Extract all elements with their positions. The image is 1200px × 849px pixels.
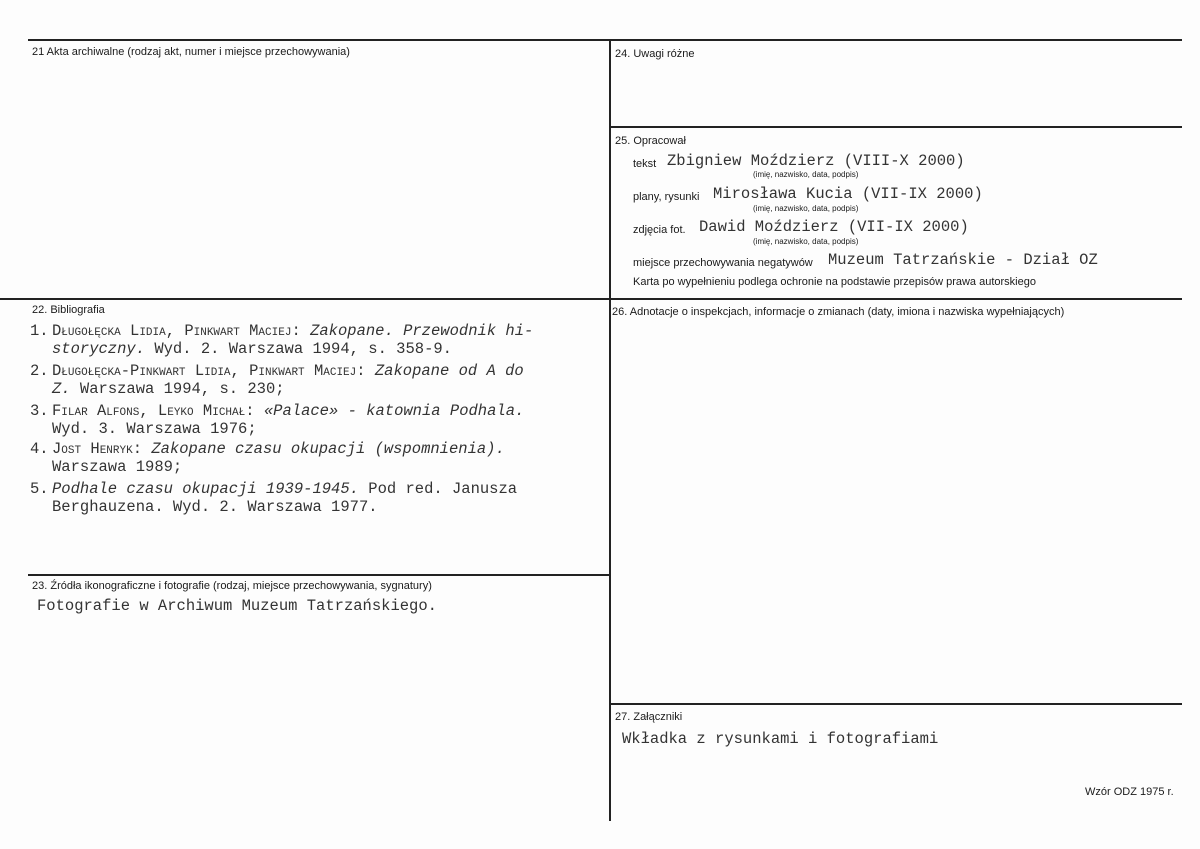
divider-24-25 (611, 126, 1182, 128)
bibliography-number: 2. (30, 362, 49, 380)
section-27-label: 27. Załączniki (615, 711, 683, 723)
author-text-value: Zbigniew Moździerz (VIII-X 2000) (667, 152, 965, 170)
bibliography-number: 3. (30, 402, 49, 420)
form-code: Wzór ODZ 1975 r. (1085, 786, 1174, 798)
bibliography-publication: Pod red. Janusza (368, 480, 518, 498)
negatives-location-value: Muzeum Tatrzańskie - Dział OZ (828, 251, 1098, 269)
bibliography-title: Zakopane czasu okupacji (wspomnienia). (151, 440, 505, 458)
bibliography-line (52, 322, 533, 340)
copyright-note: Karta po wypełnieniu podlega ochronie na podstawie przepisów prawa autorskiego (633, 276, 1036, 288)
author-photos-field-label: zdjęcia fot. (633, 224, 686, 236)
bibliography-line (52, 340, 452, 358)
divider-26-27 (611, 703, 1182, 705)
bibliography-title: Zakopane od A do (374, 362, 524, 380)
bibliography-author: Długołęcka Lidia, Pinkwart Maciej: (52, 322, 301, 340)
bibliography-number: 5. (30, 480, 49, 498)
bibliography-line (52, 420, 257, 438)
section-25-label: 25. Opracował (615, 135, 686, 147)
bibliography-title: Podhale czasu okupacji 1939-1945. (52, 480, 359, 498)
section-23-label: 23. Źródła ikonograficzne i fotografie (rodzaj, miejsce przechowywania, sygnatury) (32, 580, 432, 592)
divider-22-23 (28, 574, 611, 576)
bibliography-line (52, 440, 505, 458)
bibliography-line (52, 458, 182, 476)
section-24-label: 24. Uwagi różne (615, 48, 695, 60)
bibliography-publication: Wyd. 3. Warszawa 1976; (52, 420, 257, 438)
bibliography-author: Filar Alfons, Leyko Michał: (52, 402, 255, 420)
bibliography-line (52, 362, 524, 380)
negatives-location-label: miejsce przechowywania negatywów (633, 257, 813, 269)
bibliography-author: Jost Henryk: (52, 440, 143, 458)
author-drawings-value: Mirosława Kucia (VII-IX 2000) (713, 185, 983, 203)
author-text-field-label: tekst (633, 158, 657, 170)
bibliography-publication-cont: Berghauzena. Wyd. 2. Warszawa 1977. (52, 498, 378, 516)
bibliography-publication: Wyd. 2. Warszawa 1994, s. 358-9. (154, 340, 452, 358)
section-27-value: Wkładka z rysunkami i fotografiami (622, 730, 939, 748)
bibliography-line (52, 402, 524, 420)
bibliography-line (52, 498, 378, 516)
bibliography-line (52, 480, 517, 498)
bibliography-line (52, 380, 285, 398)
bibliography-title: «Palace» - katownia Podhala. (263, 402, 525, 420)
section-23-value: Fotografie w Archiwum Muzeum Tatrzańskiego. (37, 597, 437, 615)
bibliography-title-cont: storyczny. (52, 340, 146, 358)
bibliography-number: 1. (30, 322, 49, 340)
bibliography-title-cont: Z. (52, 380, 71, 398)
bibliography-title: Zakopane. Przewodnik hi- (310, 322, 534, 340)
author-text-hint: (imię, nazwisko, data, podpis) (753, 170, 859, 179)
bibliography-publication: Warszawa 1989; (52, 458, 183, 476)
top-border (28, 39, 1182, 41)
bibliography-author: Długołęcka-Pinkwart Lidia, Pinkwart Maciej: (52, 362, 366, 380)
author-photos-value: Dawid Moździerz (VII-IX 2000) (699, 218, 969, 236)
section-21-label: 21 Akta archiwalne (rodzaj akt, numer i miejsce przechowywania) (32, 46, 350, 58)
bibliography-publication: Warszawa 1994, s. 230; (79, 380, 285, 398)
author-photos-hint: (imię, nazwisko, data, podpis) (753, 237, 859, 246)
section-26-label: 26. Adnotacje o inspekcjach, informacje o zmianach (daty, imiona i nazwiska wypełniających) (612, 306, 1065, 318)
section-22-label: 22. Bibliografia (32, 304, 105, 316)
divider-21-22 (0, 298, 1182, 300)
author-drawings-field-label: plany, rysunki (633, 191, 700, 203)
author-drawings-hint: (imię, nazwisko, data, podpis) (753, 204, 859, 213)
bibliography-number: 4. (30, 440, 49, 458)
